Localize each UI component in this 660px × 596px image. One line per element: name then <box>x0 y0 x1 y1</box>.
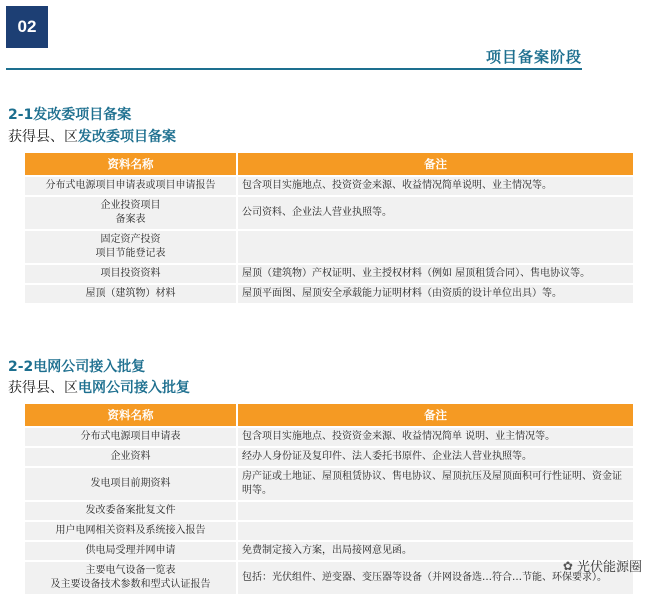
table-row <box>25 265 633 283</box>
cell-document-name: 分布式电源项目申请表或项目申请报告 <box>25 177 236 195</box>
table-row <box>25 428 633 446</box>
watermark-text: 光伏能源圈 <box>576 560 642 575</box>
section-1-table <box>23 151 635 305</box>
cell-remark <box>238 231 633 263</box>
cell-document-name: 企业投资项目 备案表 <box>25 197 236 229</box>
cell-document-name: 固定资产投资 项目节能登记表 <box>25 231 236 263</box>
cell-document-name: 屋顶（建筑物）材料 <box>25 285 236 303</box>
cell-document-name: 分布式电源项目申请表 <box>25 428 236 446</box>
table-row <box>25 177 633 195</box>
table-row <box>25 562 633 594</box>
cell-document-name: 项目投资资料 <box>25 265 236 283</box>
cell-document-name: 发电项目前期资料 <box>25 468 236 500</box>
cell-remark <box>238 502 633 520</box>
cell-remark: 包括：光伏组件、逆变器、变压器等设备（并网设备选…符合…节能、环保要求）。 <box>238 562 633 594</box>
section-2-table <box>23 402 635 596</box>
page-title: 项目备案阶段 <box>485 48 582 66</box>
table-row <box>25 542 633 560</box>
cell-remark: 公司资料、企业法人营业执照等。 <box>238 197 633 229</box>
column-header-name: 资料名称 <box>25 404 236 426</box>
cell-document-name: 用户电网相关资料及系统接入报告 <box>25 522 236 540</box>
cell-remark: 包含项目实施地点、投资资金来源、收益情况简单说明、业主情况等。 <box>238 177 633 195</box>
wechat-icon: ✿ <box>562 558 573 573</box>
cell-remark: 包含项目实施地点、投资资金来源、收益情况简单 说明、业主情况等。 <box>238 428 633 446</box>
cell-document-name: 企业资料 <box>25 448 236 466</box>
table-row <box>25 448 633 466</box>
section-1-subtitle-highlight: 发改委项目备案 <box>78 129 176 145</box>
cell-remark: 房产证或土地证、屋顶租赁协议、售电协议、屋顶抗压及屋顶面积可行性证明、资金证明等。 <box>238 468 633 500</box>
section-1-subtitle <box>8 126 176 146</box>
cell-remark <box>238 522 633 540</box>
watermark <box>563 556 642 575</box>
cell-remark: 经办人身份证及复印件、法人委托书原件、企业法人营业执照等。 <box>238 448 633 466</box>
table-row <box>25 231 633 263</box>
table-row <box>25 522 633 540</box>
table-row <box>25 468 633 500</box>
section-2-subtitle-prefix: 获得县、区 <box>8 380 78 396</box>
column-header-name: 资料名称 <box>25 153 236 175</box>
section-number-badge: 02 <box>6 6 48 48</box>
cell-remark: 屋顶（建筑物）产权证明、业主授权材料（例如 屋顶租赁合同）、售电协议等。 <box>238 265 633 283</box>
column-header-note: 备注 <box>238 153 633 175</box>
table-row <box>25 197 633 229</box>
section-1-title: 2-1发改委项目备案 <box>8 107 132 123</box>
cell-document-name: 供电局受理并网申请 <box>25 542 236 560</box>
cell-document-name: 发改委备案批复文件 <box>25 502 236 520</box>
cell-remark: 屋顶平面图、屋顶安全承载能力证明材料（由资质的设计单位出具）等。 <box>238 285 633 303</box>
section-2-subtitle-highlight: 电网公司接入批复 <box>78 380 190 396</box>
section-2-subtitle <box>8 377 190 397</box>
section-1-subtitle-prefix: 获得县、区 <box>8 129 78 145</box>
column-header-note: 备注 <box>238 404 633 426</box>
header-divider <box>6 68 582 70</box>
table-row <box>25 502 633 520</box>
cell-remark: 免费制定接入方案，出局接网意见函。 <box>238 542 633 560</box>
table-row <box>25 285 633 303</box>
cell-document-name: 主要电气设备一览表 及主要设备技术参数和型式认证报告 <box>25 562 236 594</box>
section-2-title: 2-2电网公司接入批复 <box>8 359 146 375</box>
